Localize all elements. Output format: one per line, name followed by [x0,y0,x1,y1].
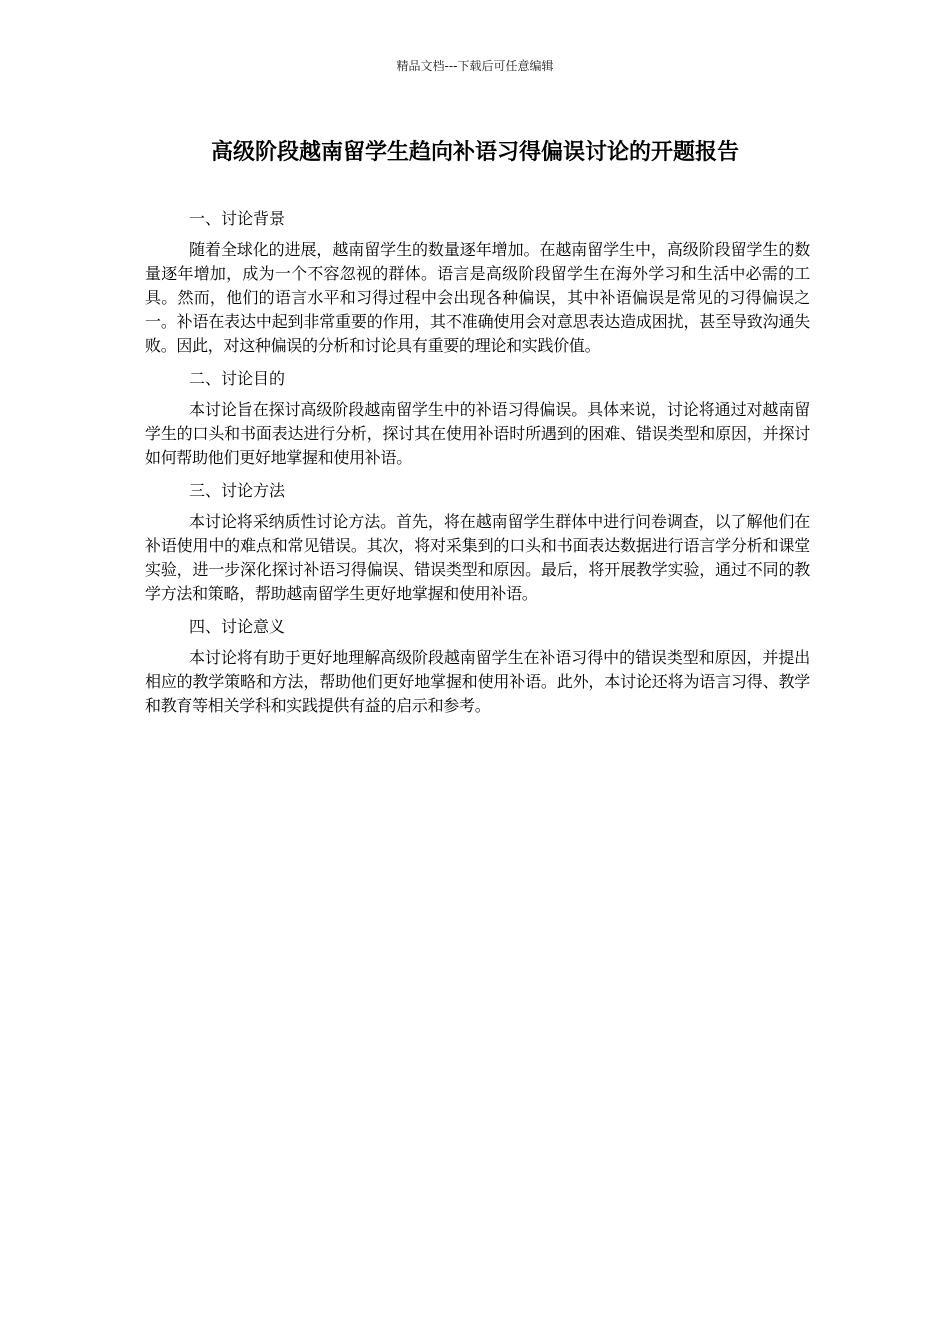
section-paragraph: 本讨论将采纳质性讨论方法。首先，将在越南留学生群体中进行问卷调查，以了解他们在补语使用中的难点和常见错误。其次，将对采集到的口头和书面表达数据进行语言学分析和课堂实验，进一步深化探讨补语习得偏误、错误类型和原因。最后，将开展教学实验，通过不同的教学方法和策略，帮助越南留学生更好地掌握和使用补语。 [145,512,810,603]
section-paragraph: 本讨论将有助于更好地理解高级阶段越南留学生在补语习得中的错误类型和原因，并提出相应的教学策略和方法，帮助他们更好地掌握和使用补语。此外，本讨论还将为语言习得、教学和教育等相关学科和实践提供有益的启示和参考。 [145,648,810,715]
section-paragraph: 随着全球化的进展，越南留学生的数量逐年增加。在越南留学生中，高级阶段留学生的数量逐年增加，成为一个不容忽视的群体。语言是高级阶段留学生在海外学习和生活中必需的工具。然而，他们的语言水平和习得过程中会出现各种偏误，其中补语偏误是常见的习得偏误之一。补语在表达中起到非常重要的作用，其不准确使用会对意思表达造成困扰，甚至导致沟通失败。因此，对这种偏误的分析和讨论具有重要的理论和实践价值。 [145,240,810,355]
section-significance [145,614,810,718]
section-heading: 一、讨论背景 [189,209,286,228]
header-note: 精品文档---下载后可任意编辑 [396,59,554,73]
section-paragraph: 本讨论旨在探讨高级阶段越南留学生中的补语习得偏误。具体来说，讨论将通过对越南留学生的口头和书面表达进行分析，探讨其在使用补语时所遇到的困难、错误类型和原因，并探讨如何帮助他们更好地掌握和使用补语。 [145,400,810,467]
document-title: 高级阶段越南留学生趋向补语习得偏误讨论的开题报告 [210,140,739,165]
section-heading: 二、讨论目的 [189,369,286,388]
section-purpose [145,366,810,470]
section-method [145,478,810,606]
section-background [145,206,810,358]
section-heading: 三、讨论方法 [189,481,286,500]
section-heading: 四、讨论意义 [189,617,286,636]
document-body [145,206,810,726]
